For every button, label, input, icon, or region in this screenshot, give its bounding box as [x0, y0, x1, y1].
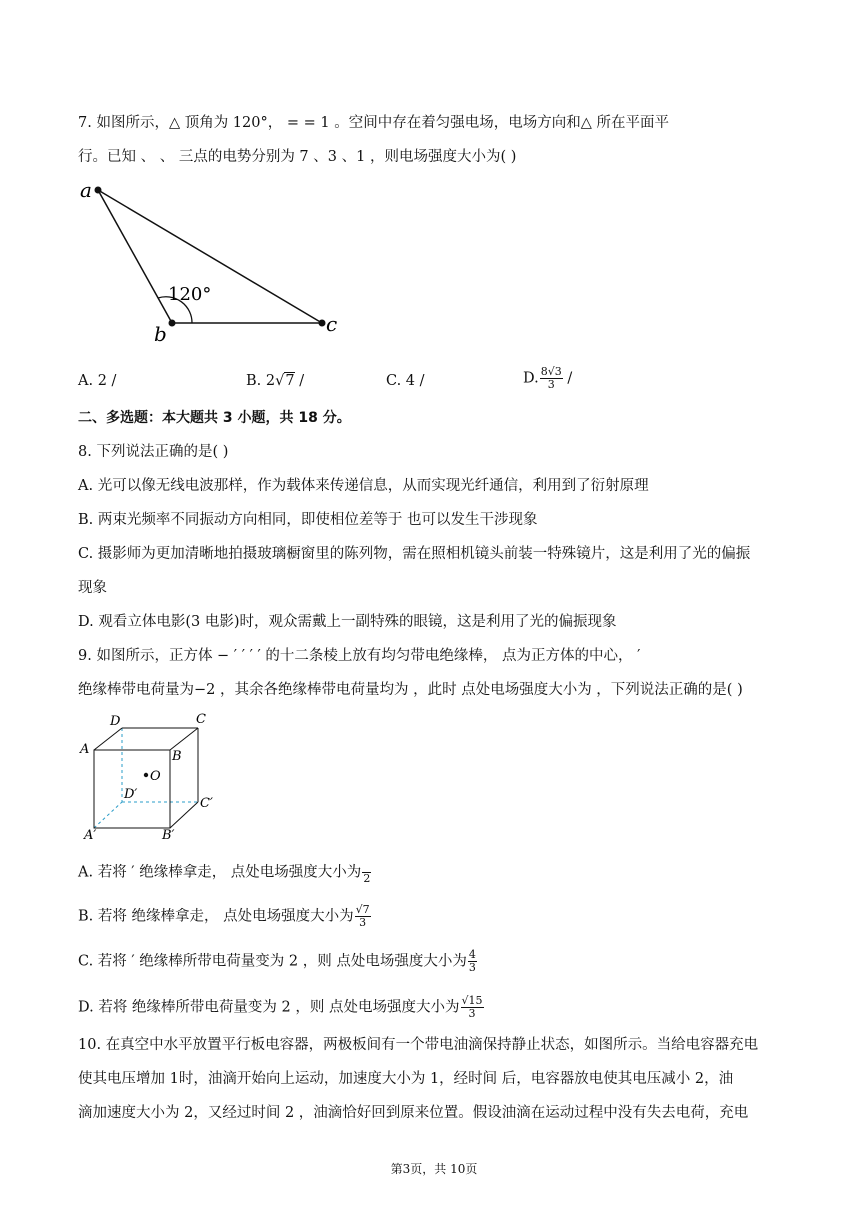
q7-option-d: D. $\frac{8√3}{3}$ / — [523, 365, 573, 391]
cube-label-a-prime: A′ — [84, 828, 97, 840]
q8-option-c-line-1: C. 摄影师为更加清晰地拍摄玻璃橱窗里的陈列物，需在照相机镜头前装一特殊镜片，这是利用了光的偏振 — [78, 546, 751, 562]
q9-stem-line-2: 绝缘棒带电荷量为−2 ，其余各绝缘棒带电荷量均为 ，此时 点处电场强度大小为 ，下列说法正确的是( ) — [78, 682, 743, 698]
q9-option-b: B. 若将 绝缘棒拿走， 点处电场强度大小为 $\frac{√7}{3}$ — [78, 903, 370, 929]
q7-option-c: C. 4 / — [386, 373, 425, 389]
q10-line-1: 10. 在真空中水平放置平行板电容器，两极板间有一个带电油滴保持静止状态，如图所示。当给电容器充电 — [78, 1037, 759, 1053]
cube-label-o: O — [150, 769, 161, 784]
q8-stem: 8. 下列说法正确的是( ) — [78, 444, 229, 460]
cube-label-a: A — [80, 742, 90, 757]
cube-figure — [78, 708, 228, 840]
q10-line-2: 使其电压增加 1时，油滴开始向上运动，加速度大小为 1，经时间 后，电容器放电使其电压减小 2，油 — [78, 1071, 734, 1087]
page-footer: 第3页，共 10页 — [390, 1162, 478, 1176]
cube-label-c: C — [196, 712, 206, 727]
section-heading: 二、多选题：本大题共 3 小题，共 18 分。 — [78, 410, 351, 426]
vertex-label-b: b — [154, 322, 167, 346]
q9-stem-line-1: 9. 如图所示，正方体 − ′ ′ ′ ′ 的十二条棱上放有均匀带电绝缘棒， 点为正方体的中心， ′ — [78, 648, 641, 664]
q9-option-d: D. 若将 绝缘棒所带电荷量变为 2 ，则 点处电场强度大小为 $\frac{√15}{3}$ — [78, 994, 483, 1020]
angle-label: 120° — [168, 284, 212, 305]
cube-label-b: B — [172, 749, 182, 764]
q9-option-a: A. 若将 ′ 绝缘棒拿走， 点处电场强度大小为 2 — [78, 860, 371, 885]
q7-stem-line-2: 行。已知 、 、 三点的电势分别为 7 、3 、1 ，则电场强度大小为( ) — [78, 149, 517, 165]
cube-label-d-prime: D′ — [124, 787, 138, 802]
q7-stem-line-1: 7. 如图所示，△ 顶角为 120°， = = 1 。空间中存在着匀强电场，电场方向和△ 所在平面平 — [78, 115, 669, 131]
cube-label-b-prime: B′ — [162, 828, 175, 840]
cube-label-d: D — [110, 714, 121, 729]
q9-option-c: C. 若将 ′ 绝缘棒所带电荷量变为 2 ，则 点处电场强度大小为 $\frac{4}{3}$ — [78, 948, 476, 974]
q7-option-a: A. 2 / — [78, 373, 117, 389]
q8-option-a: A. 光可以像无线电波那样，作为载体来传递信息，从而实现光纤通信，利用到了衍射原理 — [78, 478, 649, 494]
triangle-figure — [72, 176, 352, 346]
vertex-label-a: a — [80, 178, 92, 202]
q10-line-3: 滴加速度大小为 2，又经过时间 2 ，油滴恰好回到原来位置。假设油滴在运动过程中没有失去电荷，充电 — [78, 1105, 749, 1121]
q8-option-b: B. 两束光频率不同振动方向相同，即使相位差等于 也可以发生干涉现象 — [78, 512, 538, 528]
vertex-label-c: c — [326, 312, 338, 336]
q8-option-c-line-2: 现象 — [78, 580, 107, 596]
q8-option-d: D. 观看立体电影(3 电影)时，观众需戴上一副特殊的眼镜，这是利用了光的偏振现象 — [78, 614, 617, 630]
q7-option-b: B. 2√7 / — [246, 373, 305, 389]
cube-label-c-prime: C′ — [200, 796, 213, 811]
